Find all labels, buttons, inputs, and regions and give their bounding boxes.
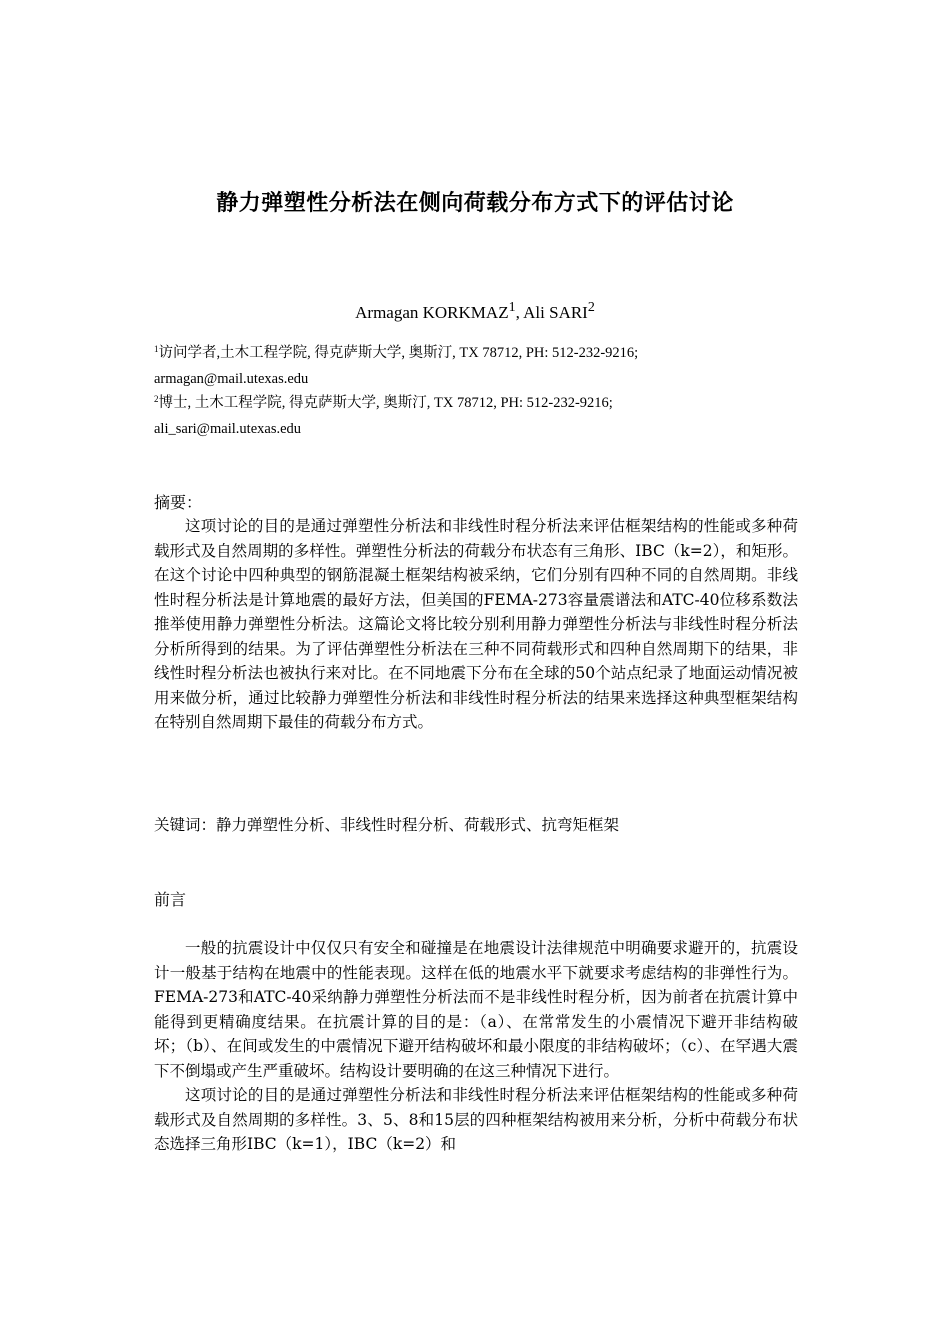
affiliation-address: $^2$博士, 土木工程学院, 得克萨斯大学, 奥斯汀, TX 78712, PH: 512-232-9216; xyxy=(154,394,613,411)
keywords-list: 静力弹塑性分析、非线性时程分析、荷载形式、抗弯矩框架 xyxy=(216,816,620,834)
affiliation-email: armagan@mail.utexas.edu xyxy=(154,371,309,387)
author-separator: , xyxy=(515,303,524,322)
author-name: Ali SARI xyxy=(523,303,588,322)
keywords-label: 关键词： xyxy=(154,816,217,834)
affiliation-address: $^1$访问学者,土木工程学院, 得克萨斯大学, 奥斯汀, TX 78712, PH: 512-232-9216; xyxy=(154,344,639,361)
affiliation-2 xyxy=(154,390,814,442)
author-superscript: 1 xyxy=(508,300,516,315)
foreword-paragraph: 一般的抗震设计中仅仅只有安全和碰撞是在地震设计法律规范中明确要求避开的，抗震设计一般基于结构在地震中的性能表现。这样在低的地震水平下就要求考虑结构的非弹性行为。FEMA-273和ATC-40采纳静力弹塑性分析法而不是非线性时程分析，因为前者在抗震计算中能得到更精确度结果。在抗震计算的目的是：（a）、在常常发生的小震情况下避开非结构破坏；（b）、在间或发生的中震情况下避开结构破坏和最小限度的非结构破坏；（c）、在罕遇大震下不倒塌或产生严重破坏。结构设计要明确的在这三种情况下进行。 xyxy=(154,939,798,1080)
affiliation-1 xyxy=(154,340,814,392)
author-name: Armagan KORKMAZ xyxy=(355,303,509,322)
author-superscript: 2 xyxy=(587,300,595,315)
affiliation-email: ali_sari@mail.utexas.edu xyxy=(154,421,302,437)
foreword-paragraph: 这项讨论的目的是通过弹塑性分析法和非线性时程分析法来评估框架结构的性能或多种荷载形式及自然周期的多样性。3、5、8和15层的四种框架结构被用来分析，分析中荷载分布状态选择三角形IBC（k=1），IBC（k=2）和 xyxy=(154,1086,798,1153)
keywords-line xyxy=(154,813,619,835)
abstract-body xyxy=(154,514,798,735)
abstract-heading: 摘要： xyxy=(154,493,203,512)
paper-title: 静力弹塑性分析法在侧向荷载分布方式下的评估讨论 xyxy=(216,191,734,216)
abstract-paragraph: 这项讨论的目的是通过弹塑性分析法和非线性时程分析法来评估框架结构的性能或多种荷载形式及自然周期的多样性。弹塑性分析法的荷载分布状态有三角形、IBC（k=2），和矩形。在这个讨论中四种典型的钢筋混凝土框架结构被采纳，它们分别有四种不同的自然周期。非线性时程分析法是计算地震的最好方法，但美国的FEMA-273容量震谱法和ATC-40位移系数法推举使用静力弹塑性分析法。这篇论文将比较分别利用静力弹塑性分析法与非线性时程分析法分析所得到的结果。为了评估弹塑性分析法在三种不同荷载形式和四种自然周期下的结果，非线性时程分析法也被执行来对比。在不同地震下分布在全球的50个站点纪录了地面运动情况被用来做分析，通过比较静力弹塑性分析法和非线性时程分析法的结果来选择这种典型框架结构在特别自然周期下最佳的荷载分布方式。 xyxy=(154,517,798,731)
foreword-body xyxy=(154,936,798,1157)
author-line xyxy=(0,300,950,323)
affiliation-superscript: 1 xyxy=(154,344,159,354)
affiliation-superscript: 2 xyxy=(154,394,159,404)
foreword-heading: 前言 xyxy=(154,890,187,909)
